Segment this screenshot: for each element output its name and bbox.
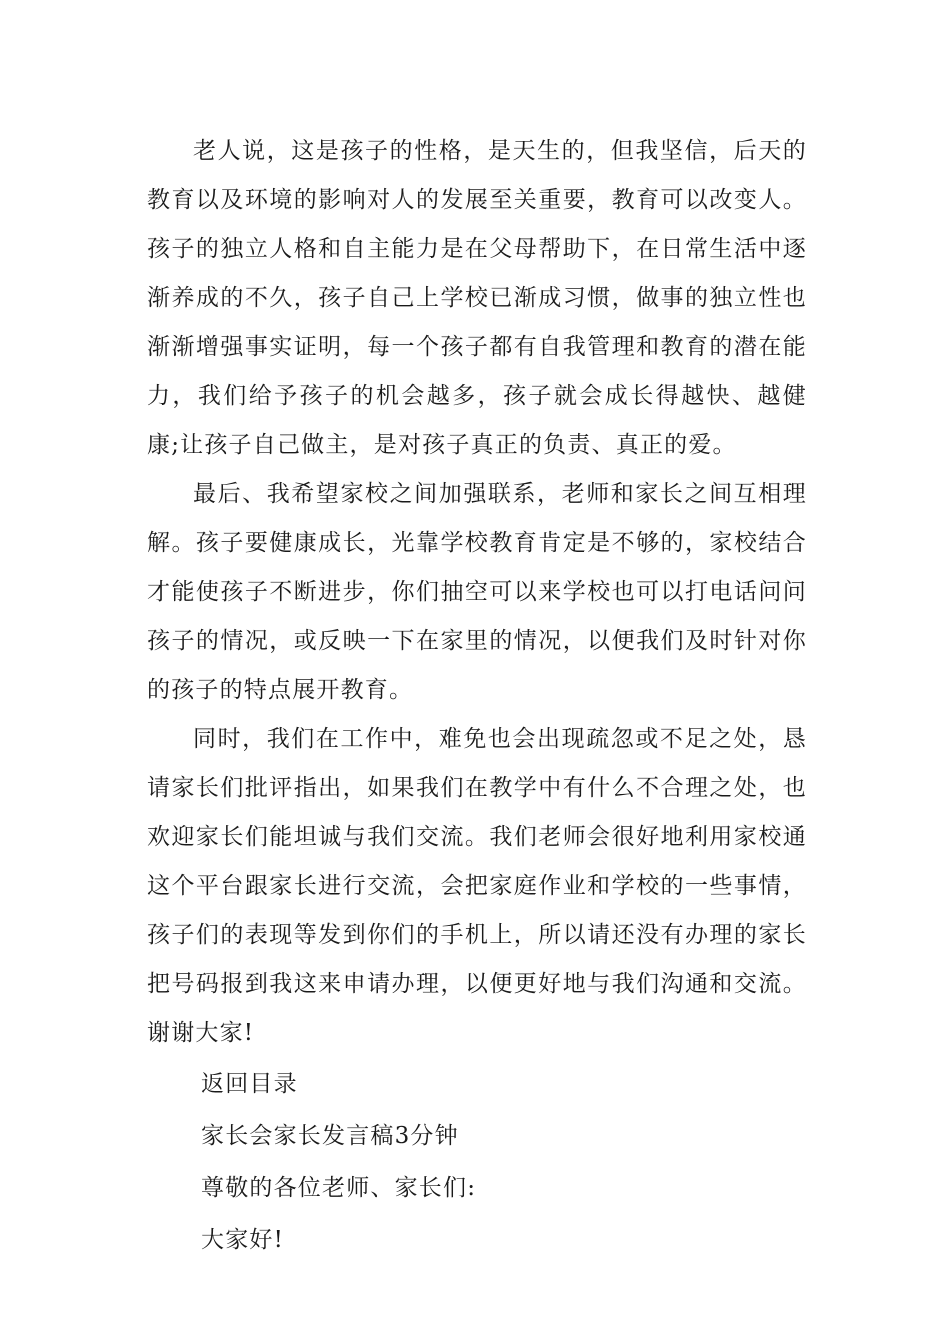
section-title: 家长会家长发言稿3分钟 — [201, 1123, 459, 1149]
document-body — [147, 127, 807, 1266]
paragraph-upbringing: 老人说，这是孩子的性格，是天生的，但我坚信，后天的教育以及环境的影响对人的发展至关重要，教育可以改变人。孩子的独立人格和自主能力是在父母帮助下，在日常生活中逐渐养成的不久，孩子自己上学校已渐成习惯，做事的独立性也渐渐增强事实证明，每一个孩子都有自我管理和教育的潜在能力，我们给予孩子的机会越多，孩子就会成长得越快、越健康;让孩子自己做主，是对孩子真正的负责、真正的爱。 — [147, 138, 807, 458]
salutation: 尊敬的各位老师、家长们: — [201, 1175, 477, 1201]
back-to-contents-link[interactable]: 返回目录 — [201, 1071, 298, 1097]
paragraph-home-school-contact: 最后、我希望家校之间加强联系，老师和家长之间互相理解。孩子要健康成长，光靠学校教育肯定是不够的，家校结合才能使孩子不断进步，你们抽空可以来学校也可以打电话问问孩子的情况，或反映一下在家里的情况，以便我们及时针对你的孩子的特点展开教育。 — [147, 481, 807, 703]
greeting: 大家好! — [201, 1227, 285, 1253]
paragraph-feedback-request: 同时，我们在工作中，难免也会出现疏忽或不足之处，恳请家长们批评指出，如果我们在教学中有什么不合理之处，也欢迎家长们能坦诚与我们交流。我们老师会很好地利用家校通这个平台跟家长进行交流，会把家庭作业和学校的一些事情，孩子们的表现等发到你们的手机上，所以请还没有办理的家长把号码报到我这来申请办理，以便更好地与我们沟通和交流。谢谢大家! — [147, 726, 807, 1046]
